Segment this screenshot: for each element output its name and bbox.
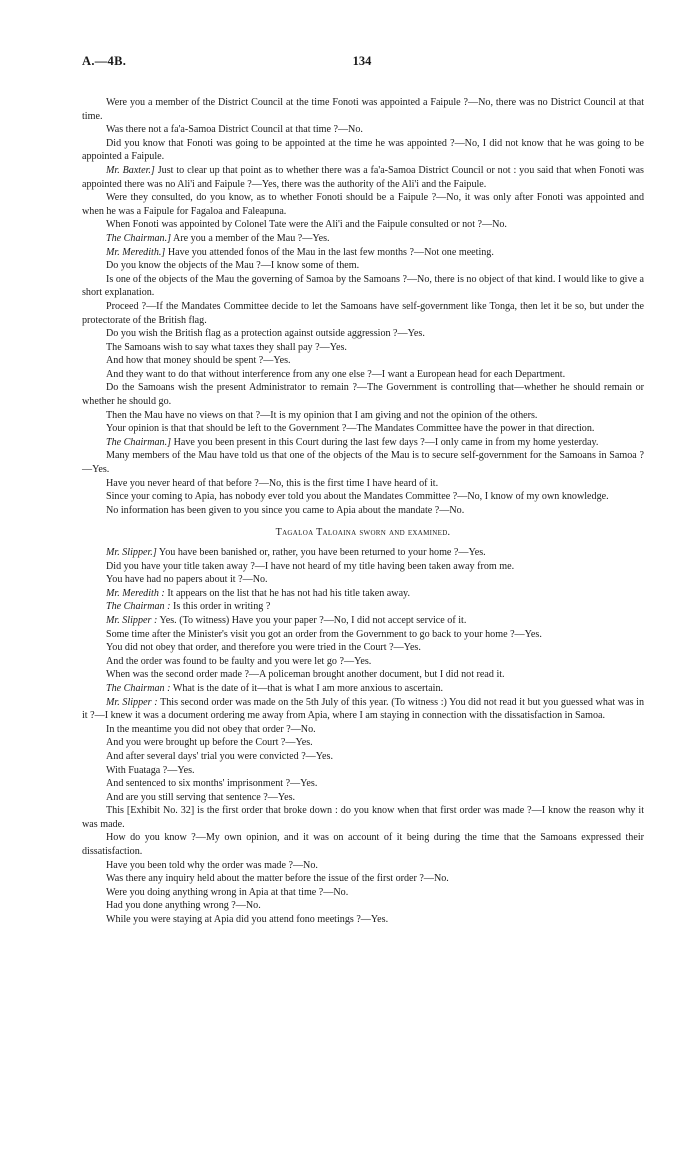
transcript-paragraph bbox=[82, 655, 644, 669]
transcript-paragraph bbox=[82, 96, 644, 123]
paragraph-text: Did you have your title taken away ?—I have not heard of my title having been taken away from me. bbox=[106, 560, 515, 572]
transcript-paragraph bbox=[82, 436, 644, 450]
paragraph-text: And how that money should be spent ?—Yes. bbox=[106, 355, 291, 367]
paragraph-text: Were you doing anything wrong in Apia at that time ?—No. bbox=[106, 886, 349, 898]
transcript-paragraph bbox=[82, 354, 644, 368]
transcript-paragraph bbox=[82, 764, 644, 778]
transcript-paragraph bbox=[82, 409, 644, 423]
paragraph-text: While you were staying at Apia did you attend fono meetings ?—Yes. bbox=[106, 914, 389, 926]
transcript-paragraph bbox=[82, 777, 644, 791]
speaker-label: Mr. Slipper.] bbox=[106, 547, 157, 558]
paragraph-text: Were you a member of the District Council at the time Fonoti was appointed a Faipule ?—No, there was no District Council at that time. bbox=[82, 97, 644, 122]
transcript-paragraph bbox=[82, 504, 644, 518]
transcript-paragraph bbox=[82, 123, 644, 137]
transcript-paragraph bbox=[82, 859, 644, 873]
paragraph-text: And you were brought up before the Court ?—Yes. bbox=[106, 737, 313, 749]
paragraph-text: You have had no papers about it ?—No. bbox=[106, 574, 268, 586]
speaker-label: Mr. Slipper : bbox=[106, 614, 158, 626]
transcript-paragraph bbox=[82, 587, 644, 601]
paragraph-text: With Fuataga ?—Yes. bbox=[106, 764, 195, 776]
transcript-paragraph bbox=[82, 341, 644, 355]
transcript-paragraph bbox=[82, 246, 644, 260]
transcript-paragraph bbox=[82, 573, 644, 587]
paragraph-text: When Fonoti was appointed by Colonel Tate were the Ali'i and the Faipule consulted or not ?—No. bbox=[106, 219, 507, 231]
transcript-paragraph bbox=[82, 872, 644, 886]
transcript-paragraph bbox=[82, 831, 644, 858]
paragraph-text: You have been banished or, rather, you have been returned to your home ?—Yes. bbox=[158, 547, 486, 558]
speaker-label: The Chairman : bbox=[106, 682, 171, 694]
transcript-paragraph bbox=[82, 327, 644, 341]
speaker-label: The Chairman.] bbox=[106, 232, 172, 244]
paragraph-text: Since your coming to Apia, has nobody ever told you about the Mandates Committee ?—No, I know of my own knowledge. bbox=[106, 491, 609, 503]
witness-heading: Tagaloa Taloaina sworn and examined. bbox=[275, 527, 451, 539]
transcript-paragraph bbox=[82, 560, 644, 574]
paragraph-text: Had you done anything wrong ?—No. bbox=[106, 900, 261, 912]
paragraph-text: Just to clear up that point as to whether there was a fa'a-Samoa District Council or not : you said that when Fonoti was appointed there was no Ali'i and Faipule ?—Yes, there was the authority of the Ali'i and the Faipule. bbox=[82, 164, 644, 190]
paragraph-text: The Samoans wish to say what taxes they shall pay ?—Yes. bbox=[106, 341, 347, 353]
paragraph-text: No information has been given to you since you came to Apia about the mandate ?—No. bbox=[106, 504, 465, 516]
paragraph-text: Have you been told why the order was made ?—No. bbox=[106, 859, 318, 871]
transcript-paragraph bbox=[82, 641, 644, 655]
paragraph-text: Do you know the objects of the Mau ?—I know some of them. bbox=[106, 260, 360, 272]
transcript-paragraph bbox=[82, 682, 644, 696]
paragraph-text: What is the date of it—that is what I am more anxious to ascertain. bbox=[172, 682, 444, 694]
paragraph-text: Many members of the Mau have told us that one of the objects of the Mau is to secure self-government for the Samoans in Samoa ?—Yes. bbox=[82, 450, 644, 476]
paragraph-text: This second order was made on the 5th July of this year. (To witness :) You did not read it but you guessed what was in it ?—I knew it was a document ordering me away from Apia, where I am staying in connection with the dissatisfaction in Samoa. bbox=[82, 696, 645, 722]
paragraph-text: And the order was found to be faulty and you were let go ?—Yes. bbox=[106, 655, 372, 667]
speaker-label: Mr. Meredith.] bbox=[106, 246, 166, 258]
document-reference: A.—4B. bbox=[82, 54, 127, 68]
transcript-paragraph bbox=[82, 886, 644, 900]
paragraph-text: Your opinion is that that should be left to the Government ?—The Mandates Committee have the power in that direction. bbox=[106, 423, 595, 435]
transcript-paragraph bbox=[82, 381, 644, 408]
paragraph-text: And sentenced to six months' imprisonment ?—Yes. bbox=[106, 778, 318, 790]
transcript-paragraph bbox=[82, 218, 644, 232]
transcript-paragraph bbox=[82, 477, 644, 491]
paragraph-text: Are you a member of the Mau ?—Yes. bbox=[173, 232, 330, 244]
paragraph-text: Yes. (To witness) Have you your paper ?—No, I did not accept service of it. bbox=[159, 614, 467, 626]
paragraph-text: And after several days' trial you were convicted ?—Yes. bbox=[106, 750, 333, 762]
transcript-paragraph bbox=[82, 736, 644, 750]
transcript-paragraph bbox=[82, 191, 644, 218]
transcript-paragraph bbox=[82, 232, 644, 246]
speaker-label: Mr. Slipper : bbox=[106, 696, 158, 708]
paragraph-text: And are you still serving that sentence ?—Yes. bbox=[106, 791, 296, 803]
speaker-label: The Chairman.] bbox=[106, 436, 172, 448]
transcript-paragraph bbox=[82, 490, 644, 504]
paragraph-text: Have you never heard of that before ?—No, this is the first time I have heard of it. bbox=[106, 477, 439, 489]
transcript-paragraph bbox=[82, 804, 644, 831]
paragraph-text: Was there not a fa'a-Samoa District Council at that time ?—No. bbox=[106, 124, 363, 136]
transcript-paragraph bbox=[82, 750, 644, 764]
paragraph-text: Proceed ?—If the Mandates Committee decide to let the Samoans have self-government like Tonga, then let it be so, but under the protectorate of the British flag. bbox=[82, 300, 644, 326]
paragraph-text: Some time after the Minister's visit you got an order from the Government to go back to your home ?—Yes. bbox=[106, 628, 542, 640]
paragraph-text: Then the Mau have no views on that ?—It is my opinion that I am giving and not the opinion of the others. bbox=[106, 409, 538, 421]
paragraph-text: Were they consulted, do you know, as to whether Fonoti should be a Faipule ?—No, it was only after Fonoti was appointed and when he was a Faipule for Fagaloa and Faleapuna. bbox=[82, 192, 644, 217]
transcript-paragraph bbox=[82, 628, 644, 642]
transcript-paragraph bbox=[82, 164, 644, 191]
page-number: 134 bbox=[352, 54, 372, 68]
paragraph-text: This [Exhibit No. 32] is the first order that broke down : do you know when that first order was made ?—I know the reason why it was made. bbox=[82, 805, 644, 830]
transcript-paragraph bbox=[82, 791, 644, 805]
paragraph-text: Do the Samoans wish the present Administrator to remain ?—The Government is controlling that—whether he should remain or whether he should go. bbox=[82, 382, 644, 408]
paragraph-text: It appears on the list that he has not had his title taken away. bbox=[167, 587, 410, 599]
transcript-paragraph bbox=[82, 899, 644, 913]
paragraph-text: In the meantime you did not obey that order ?—No. bbox=[106, 723, 316, 735]
speaker-label: Mr. Meredith : bbox=[106, 587, 165, 599]
page-header bbox=[82, 54, 642, 70]
transcript-paragraph bbox=[82, 137, 644, 164]
transcript-paragraph bbox=[82, 723, 644, 737]
paragraph-text: When was the second order made ?—A policeman brought another document, but I did not read it. bbox=[106, 669, 505, 681]
paragraph-text: And they want to do that without interference from any one else ?—I want a European head for each Department. bbox=[106, 368, 566, 380]
transcript-paragraph bbox=[82, 259, 644, 273]
paragraph-text: Is one of the objects of the Mau the governing of Samoa by the Samoans ?—No, there is no object of that kind. I would like to give a short explanation. bbox=[82, 273, 644, 299]
paragraph-text: Was there any inquiry held about the matter before the issue of the first order ?—No. bbox=[106, 873, 449, 885]
paragraph-text: Do you wish the British flag as a protection against outside aggression ?—Yes. bbox=[106, 328, 425, 340]
paragraph-text: You did not obey that order, and therefore you were tried in the Court ?—Yes. bbox=[106, 642, 421, 654]
paragraph-text: Have you attended fonos of the Mau in the last few months ?—Not one meeting. bbox=[167, 246, 494, 258]
transcript-paragraph bbox=[82, 368, 644, 382]
paragraph-text: Have you been present in this Court during the last few days ?—I only came in from my home yesterday. bbox=[173, 436, 599, 448]
transcript-body bbox=[82, 96, 644, 927]
transcript-paragraph bbox=[82, 668, 644, 682]
speaker-label: The Chairman : bbox=[106, 601, 171, 613]
paragraph-text: Is this order in writing ? bbox=[173, 601, 271, 613]
transcript-paragraph bbox=[82, 422, 644, 436]
transcript-paragraph bbox=[82, 546, 644, 560]
paragraph-text: How do you know ?—My own opinion, and it was on account of it being during the time that the Samoans expressed their dissatisfaction. bbox=[82, 832, 644, 858]
transcript-paragraph bbox=[82, 614, 644, 628]
transcript-paragraph bbox=[82, 913, 644, 927]
transcript-paragraph bbox=[82, 600, 644, 614]
transcript-paragraph bbox=[82, 273, 644, 300]
transcript-paragraph bbox=[82, 449, 644, 476]
transcript-paragraph bbox=[82, 300, 644, 327]
paragraph-text: Did you know that Fonoti was going to be appointed at the time he was appointed ?—No, I did not know that he was going to be appointed a Faipule. bbox=[82, 137, 644, 163]
speaker-label: Mr. Baxter.] bbox=[106, 164, 155, 176]
transcript-paragraph bbox=[82, 696, 644, 723]
